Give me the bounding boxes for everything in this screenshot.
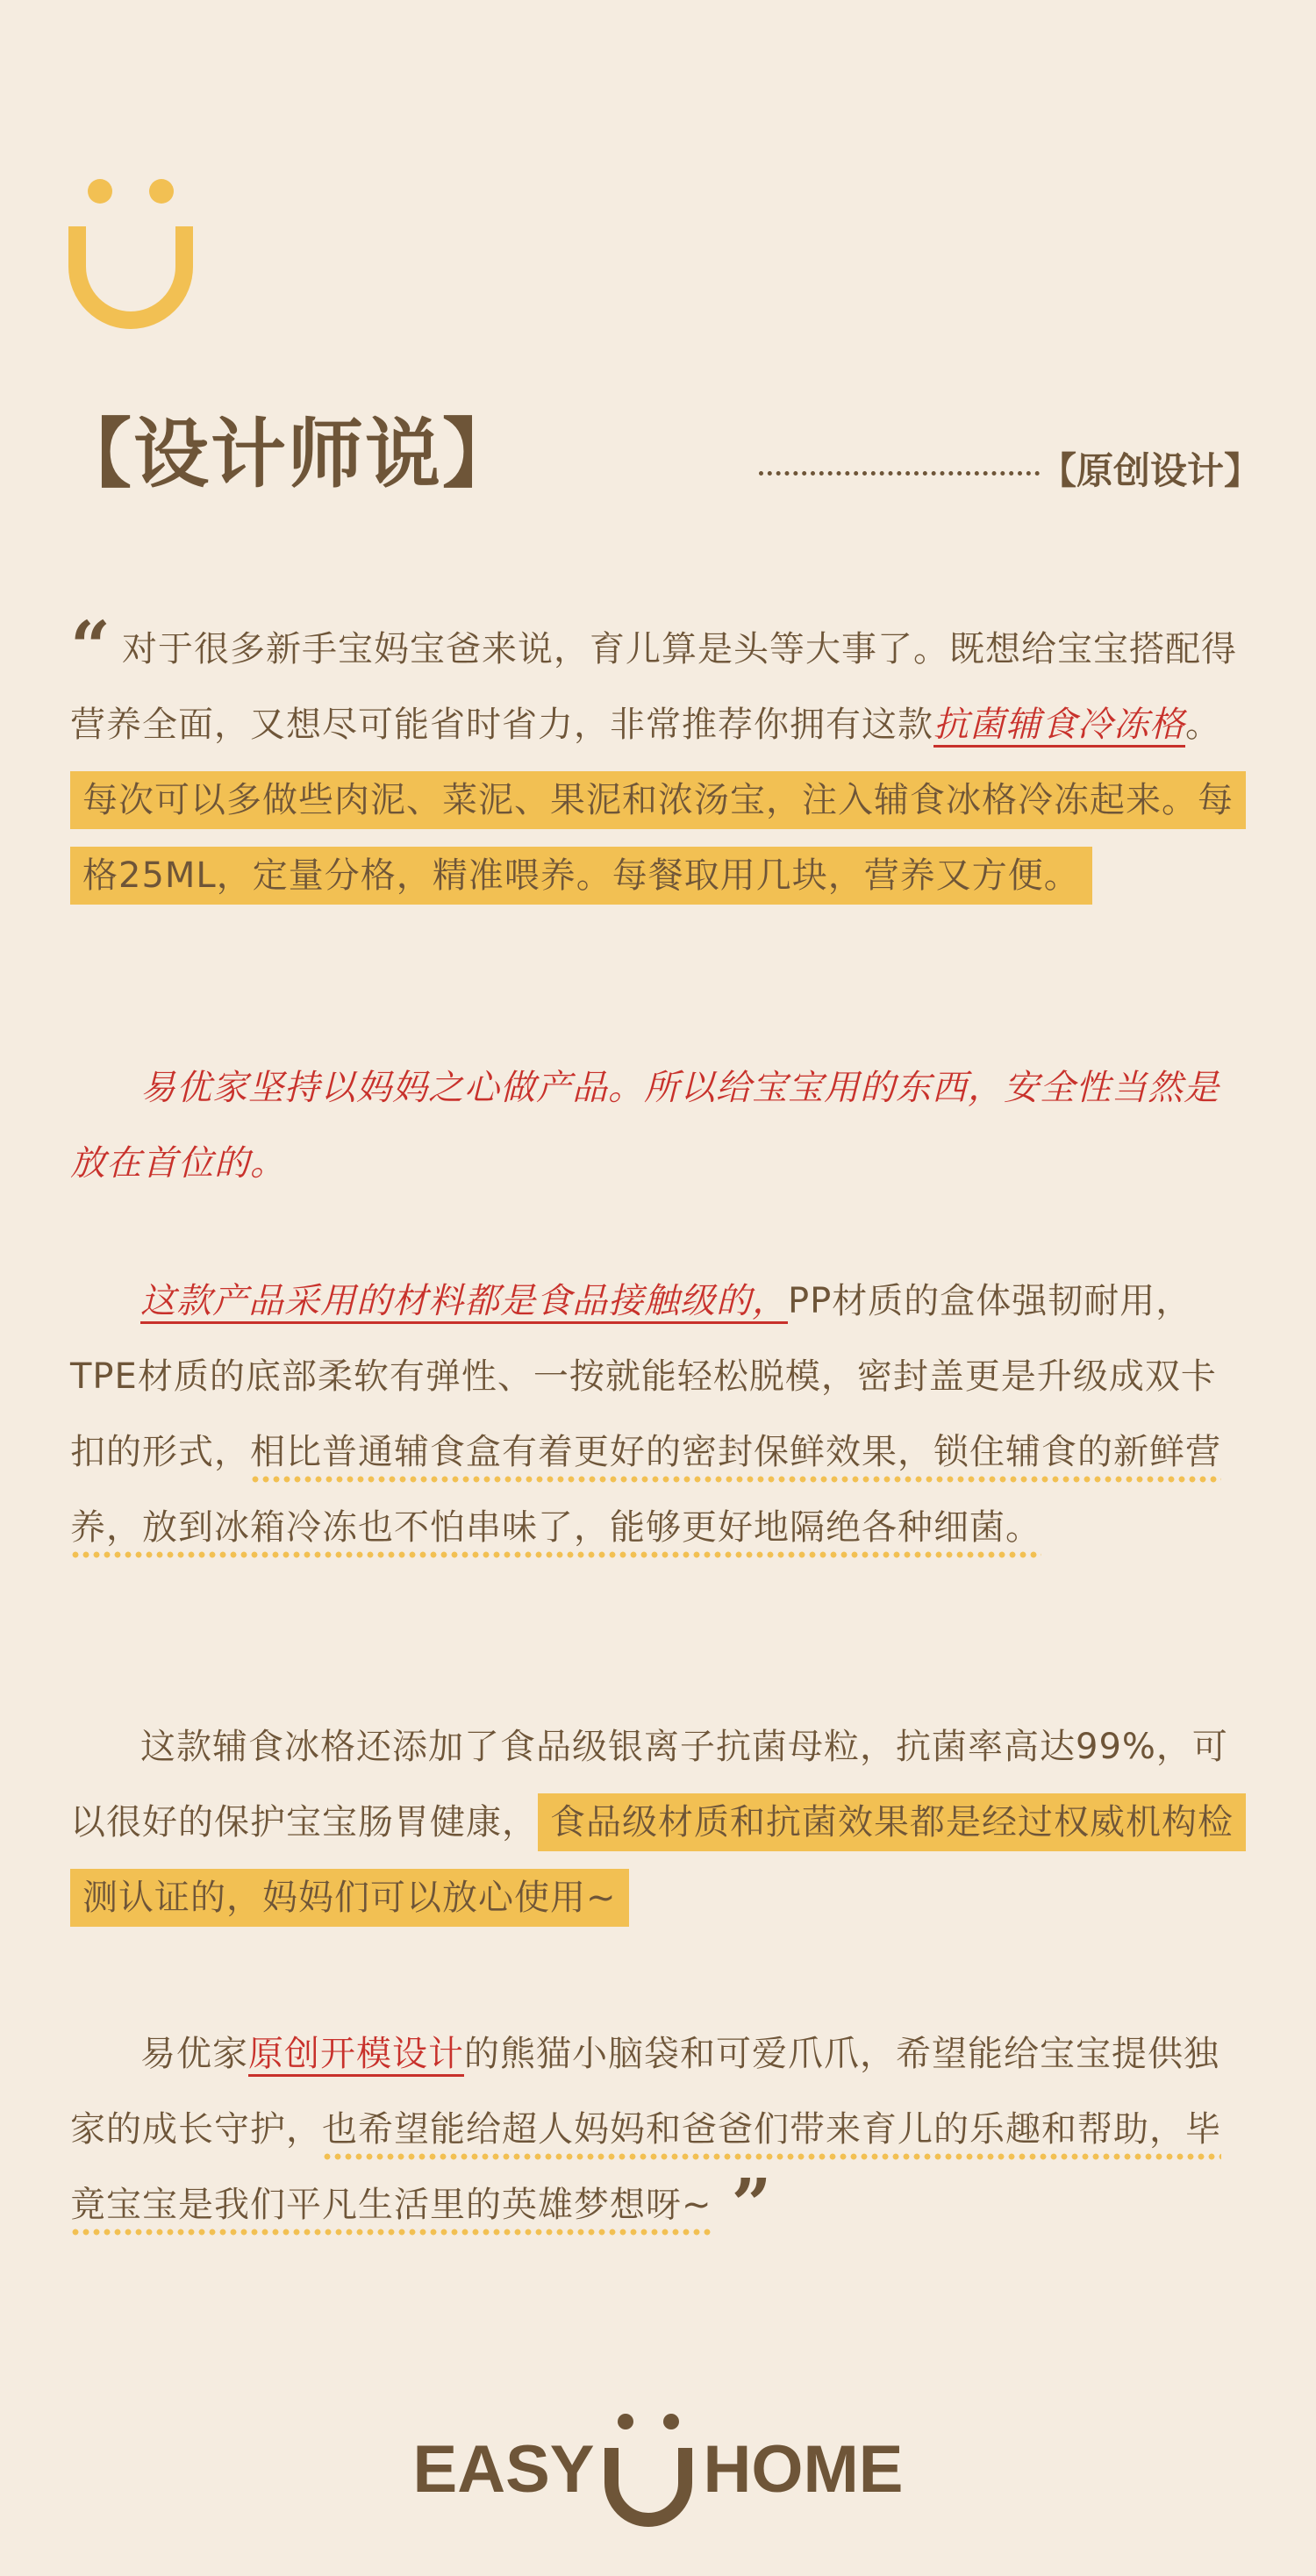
paragraph-2 bbox=[70, 1050, 1246, 1201]
brand-right-word: HOME bbox=[703, 2432, 904, 2507]
close-quote-mark: ” bbox=[731, 2163, 773, 2245]
brand-left-word: EASY bbox=[412, 2432, 595, 2507]
open-quote-mark: “ bbox=[70, 605, 112, 688]
p1-highlight: 每次可以多做些肉泥、菜泥、果泥和浓汤宝，注入辅食冰格冷冻起来。每格25ML，定量分格，精准喂养。每餐取用几块，营养又方便。 bbox=[70, 771, 1246, 905]
paragraph-4 bbox=[70, 1709, 1246, 1936]
brand-smile-icon bbox=[599, 2413, 697, 2527]
p1-intro: 对于很多新手宝妈宝爸来说，育儿算是头等大事了。既想给宝宝搭配得营养全面，又想尽可能省时省力，非常推荐你拥有这款 bbox=[70, 629, 1238, 745]
p5-middle: 的熊猫小脑袋和可爱爪爪，希望能给宝宝提供独家的成长守护， bbox=[70, 2034, 1219, 2150]
brand-logo bbox=[386, 2413, 930, 2527]
smile-logo-icon bbox=[68, 175, 193, 332]
p4-plain: 这款辅食冰格还添加了食品级银离子抗菌母粒，抗菌率高达99%，可以很好的保护宝宝肠胃健康， bbox=[70, 1727, 1228, 1843]
original-design-tag: 【原创设计】 bbox=[1040, 449, 1262, 492]
product-name: 抗菌辅食冷冻格 bbox=[933, 705, 1185, 748]
paragraph-3 bbox=[70, 1263, 1246, 1565]
p4-highlight: 食品级材质和抗菌效果都是经过权威机构检测认证的，妈妈们可以放心使用~ bbox=[70, 1793, 1246, 1927]
p3-plain: PP材质的盒体强韧耐用，TPE材质的底部柔软有弹性、一按就能轻松脱模，密封盖更是升级成双卡扣的形式， bbox=[70, 1281, 1217, 1472]
dotted-leader bbox=[759, 447, 1048, 464]
paragraph-5 bbox=[70, 2016, 1246, 2243]
p5-red: 原创开模设计 bbox=[248, 2034, 464, 2077]
p5-start: 易优家 bbox=[140, 2034, 248, 2074]
page-title: 【设计师说】 bbox=[56, 410, 519, 498]
p2-text: 易优家坚持以妈妈之心做产品。所以给宝宝用的东西，安全性当然是放在首位的。 bbox=[70, 1068, 1219, 1184]
p3-dotted: 相比普通辅食盒有着更好的密封保鲜效果，锁住辅食的新鲜营养，放到冰箱冷冻也不怕串味了，能够更好地隔绝各种细菌。 bbox=[70, 1432, 1221, 1560]
paragraph-1 bbox=[70, 605, 1246, 913]
p1-period: 。 bbox=[1185, 705, 1221, 745]
p5-dotted: 也希望能给超人妈妈和爸爸们带来育儿的乐趣和帮助，毕竟宝宝是我们平凡生活里的英雄梦想呀~ bbox=[70, 2109, 1221, 2237]
p3-red: 这款产品采用的材料都是食品接触级的， bbox=[140, 1281, 788, 1324]
